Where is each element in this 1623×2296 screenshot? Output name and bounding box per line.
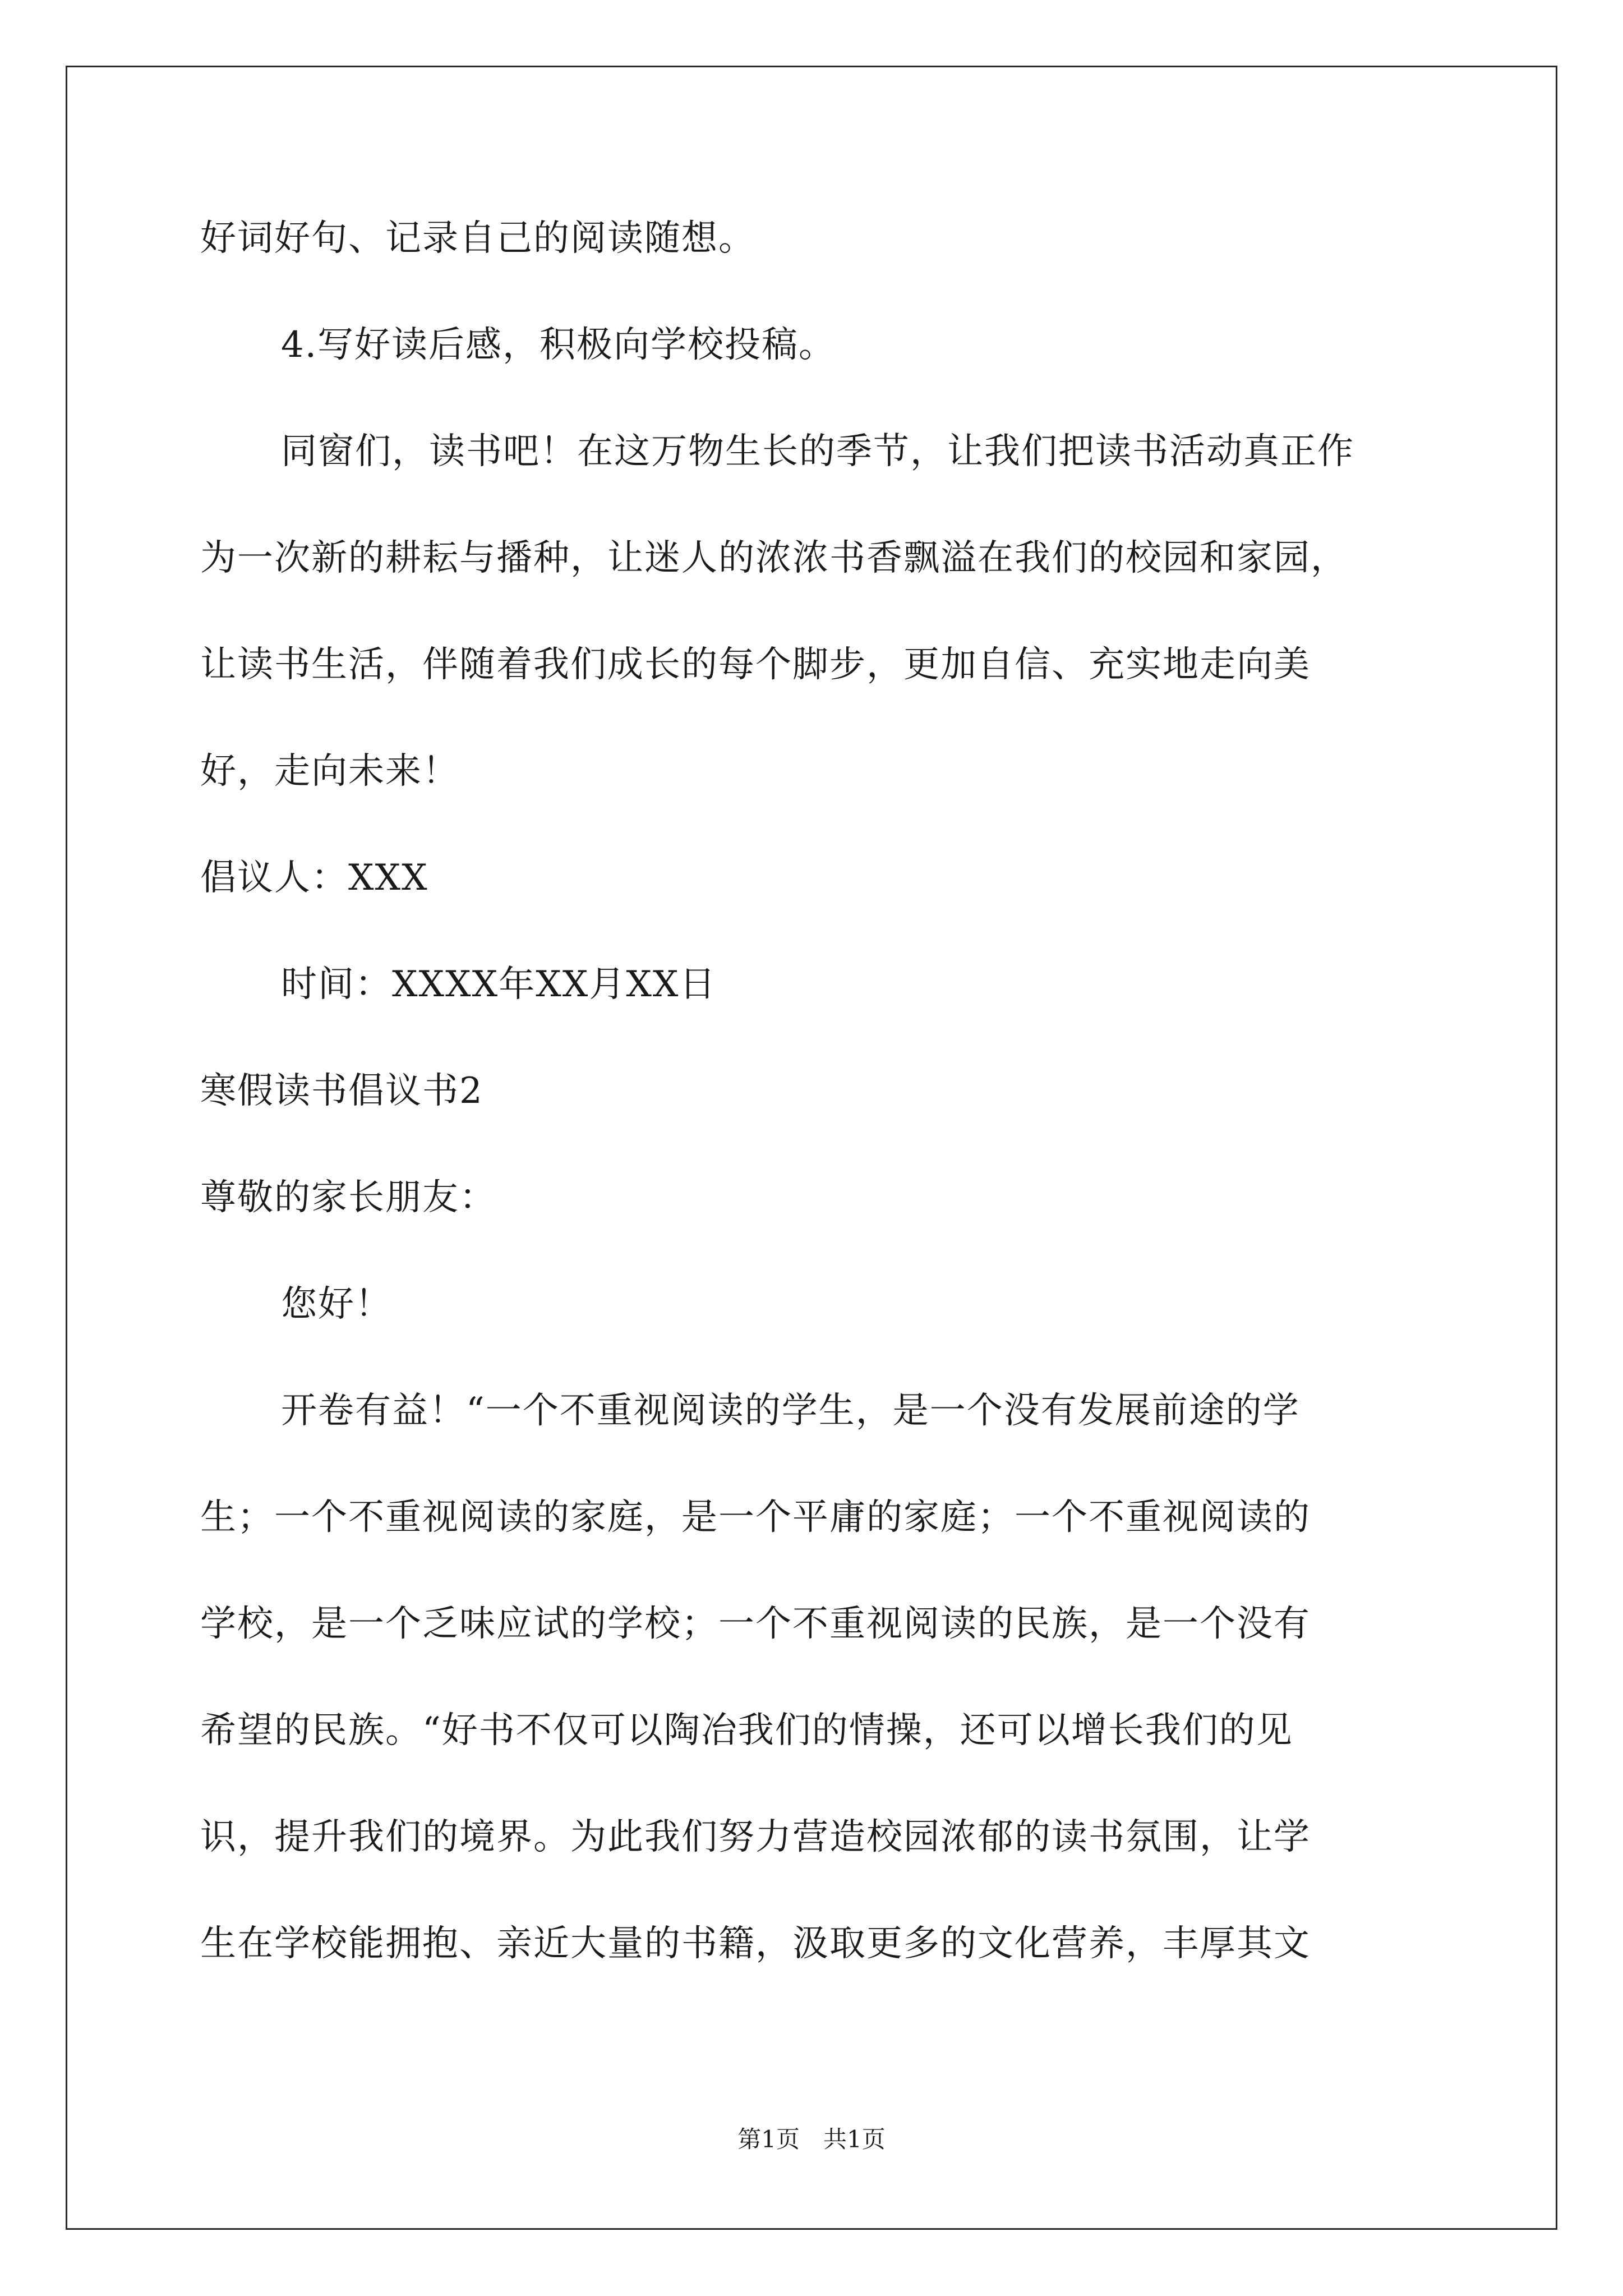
text-line: 为一次新的耕耘与播种，让迷人的浓浓书香飘溢在我们的校园和家园，	[200, 537, 1348, 579]
text-line: 4.写好读后感，积极向学校投稿。	[281, 324, 836, 366]
text-line: 同窗们，读书吧！在这万物生长的季节，让我们把读书活动真正作	[281, 431, 1354, 472]
text-line: 好词好句、记录自己的阅读随想。	[200, 218, 755, 259]
text-line: 让读书生活，伴随着我们成长的每个脚步，更加自信、充实地走向美	[200, 644, 1311, 685]
text-line: 生在学校能拥抱、亲近大量的书籍，汲取更多的文化营养，丰厚其文	[200, 1923, 1311, 1964]
text-line: 识，提升我们的境界。为此我们努力营造校园浓郁的读书氛围，让学	[200, 1816, 1311, 1858]
salutation: 尊敬的家长朋友：	[200, 1177, 496, 1218]
text-line: 生；一个不重视阅读的家庭，是一个平庸的家庭；一个不重视阅读的	[200, 1497, 1311, 1538]
greeting: 您好！	[281, 1283, 392, 1325]
page-border	[66, 66, 1557, 2230]
text-line: 好，走向未来！	[200, 751, 459, 792]
text-line: 学校，是一个乏味应试的学校；一个不重视阅读的民族，是一个没有	[200, 1603, 1311, 1645]
signatory-line: 倡议人：XXX	[200, 857, 428, 899]
page-footer: 第1页 共1页	[737, 2125, 886, 2153]
text-line: 希望的民族。“好书不仅可以陶冶我们的情操，还可以增长我们的见	[200, 1710, 1293, 1751]
section-title: 寒假读书倡议书2	[200, 1070, 483, 1112]
text-line: 开卷有益！“一个不重视阅读的学生，是一个没有发展前途的学	[281, 1390, 1300, 1432]
date-line: 时间：XXXX年XX月XX日	[281, 964, 717, 1005]
